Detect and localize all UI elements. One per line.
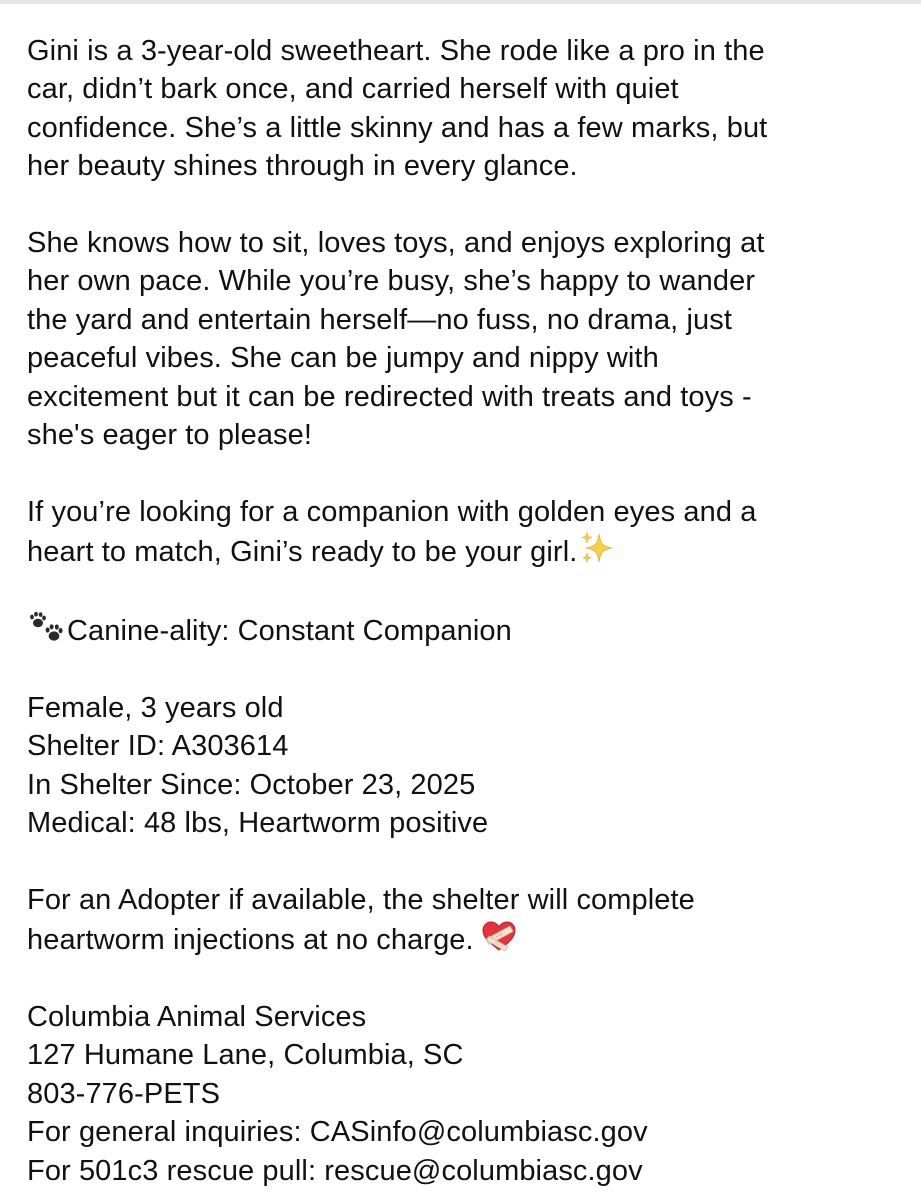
mending-heart-icon bbox=[480, 919, 518, 953]
text-line: If you’re looking for a companion with golden eyes and a bbox=[27, 495, 757, 528]
top-divider bbox=[0, 0, 921, 4]
text-line bbox=[27, 919, 897, 959]
text-line: her own pace. While you’re busy, she’s happy to wander bbox=[27, 265, 756, 298]
paragraph-closing bbox=[27, 493, 897, 572]
paw-prints-icon bbox=[27, 610, 67, 644]
text-line: the yard and entertain herself—no fuss, no drama, just bbox=[27, 303, 733, 336]
text-line: her beauty shines through in every glance. bbox=[27, 150, 578, 183]
detail-medical: Medical: 48 lbs, Heartworm positive bbox=[27, 807, 489, 840]
contact-org-name: Columbia Animal Services bbox=[27, 1001, 367, 1034]
text-line: confidence. She’s a little skinny and has a few marks, but bbox=[27, 111, 768, 144]
adopter-note bbox=[27, 881, 897, 960]
detail-shelter-id: Shelter ID: A303614 bbox=[27, 730, 289, 763]
details-block bbox=[27, 689, 897, 843]
contact-rescue-email: For 501c3 rescue pull: rescue@columbiasc.gov bbox=[27, 1154, 643, 1187]
sparkles-icon bbox=[579, 531, 615, 565]
contact-address: 127 Humane Lane, Columbia, SC bbox=[27, 1039, 464, 1072]
text-fragment: heartworm injections at no charge. bbox=[27, 924, 474, 957]
paragraph-personality bbox=[27, 224, 897, 454]
text-line bbox=[27, 531, 897, 571]
text-line: she's eager to please! bbox=[27, 419, 313, 452]
text-line bbox=[27, 610, 897, 650]
text-fragment: heart to match, Gini’s ready to be your girl. bbox=[27, 536, 578, 569]
detail-sex-age: Female, 3 years old bbox=[27, 691, 284, 724]
text-line: For an Adopter if available, the shelter will complete bbox=[27, 883, 695, 916]
text-line: excitement but it can be redirected with treats and toys - bbox=[27, 380, 752, 413]
canine-ality-line bbox=[27, 610, 897, 650]
contact-general-email: For general inquiries: CASinfo@columbiasc.gov bbox=[27, 1116, 648, 1149]
text-line: car, didn’t bark once, and carried herself with quiet bbox=[27, 73, 679, 106]
contact-phone: 803-776-PETS bbox=[27, 1077, 221, 1110]
contact-block bbox=[27, 998, 897, 1190]
canine-ality-text: Canine-ality: Constant Companion bbox=[67, 615, 512, 648]
detail-intake-date: In Shelter Since: October 23, 2025 bbox=[27, 768, 476, 801]
text-line: Gini is a 3-year-old sweetheart. She rode like a pro in the bbox=[27, 35, 765, 67]
post-body bbox=[27, 32, 897, 1190]
text-line: She knows how to sit, loves toys, and enjoys exploring at bbox=[27, 227, 765, 260]
paragraph-intro bbox=[27, 32, 897, 186]
text-line: peaceful vibes. She can be jumpy and nippy with bbox=[27, 342, 659, 375]
